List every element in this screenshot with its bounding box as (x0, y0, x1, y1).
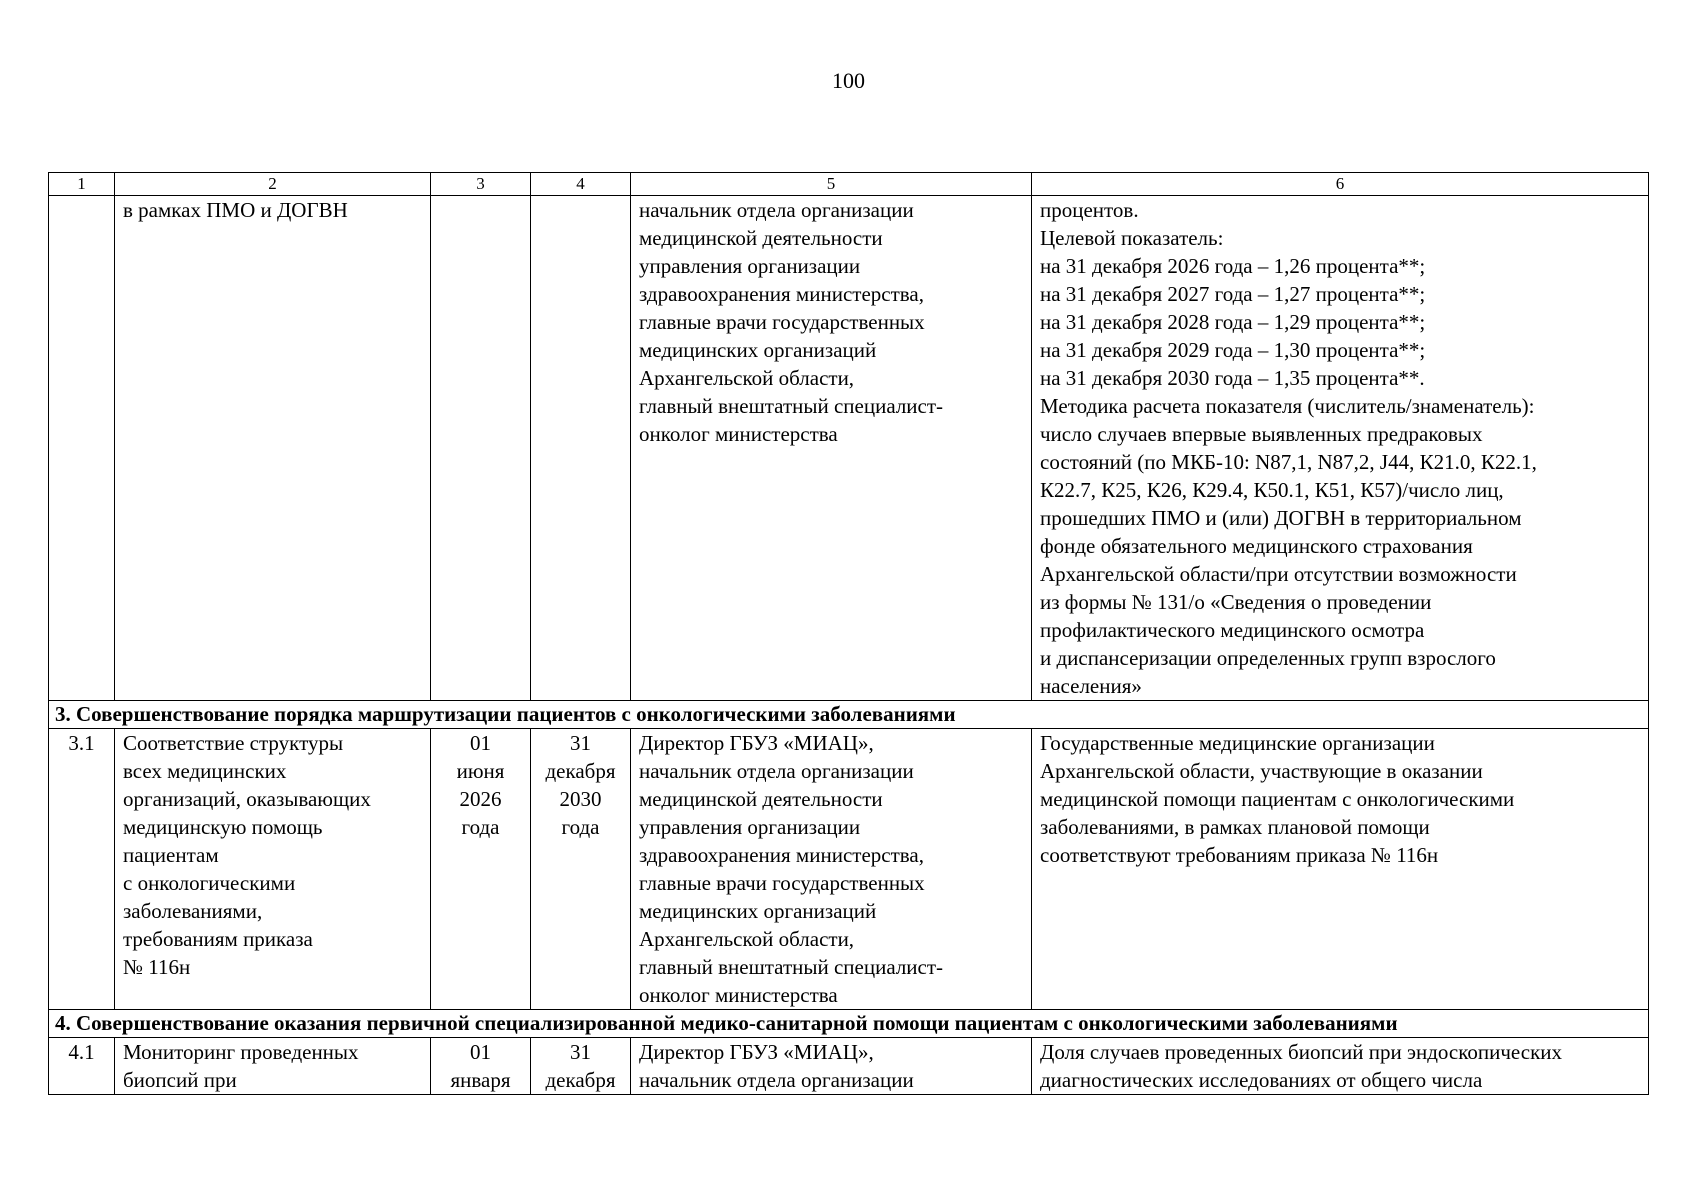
text-line: управления организации (639, 254, 861, 278)
responsible-parties (631, 729, 1032, 1010)
text-line: соответствуют требованиям приказа № 116н (1040, 843, 1439, 867)
text-line: на 31 декабря 2030 года – 1,35 процента**. (1040, 366, 1425, 390)
activity-name (115, 196, 431, 701)
text-line: Архангельской области/при отсутствии возможности (1040, 562, 1517, 586)
text-line: профилактического медицинского осмотра (1040, 618, 1425, 642)
column-number-row (49, 173, 1649, 196)
text-line: медицинской деятельности (639, 787, 883, 811)
text-line: медицинской помощи пациентам с онкологическими (1040, 787, 1515, 811)
text-line: Директор ГБУЗ «МИАЦ», (639, 731, 874, 755)
text-line: населения» (1040, 674, 1142, 698)
text-line: главные врачи государственных (639, 871, 925, 895)
section-heading (49, 701, 1649, 729)
expected-result (1032, 1038, 1649, 1095)
text-line: начальник отдела организации (639, 1068, 914, 1092)
row-number (49, 196, 115, 701)
text-line: года (461, 815, 500, 839)
text-line: и диспансеризации определенных групп взрослого (1040, 646, 1496, 670)
text-line: 2030 (559, 787, 602, 811)
text-line: из формы № 131/о «Сведения о проведении (1040, 590, 1432, 614)
column-header: 5 (631, 173, 1032, 196)
text-line: Доля случаев проведенных биопсий при эндоскопических (1040, 1040, 1563, 1064)
text-line: Мониторинг проведенных (123, 1040, 359, 1064)
text-line: пациентам (123, 843, 219, 867)
text-line: диагностических исследованиях от общего числа (1040, 1068, 1483, 1092)
text-line: медицинских организаций (639, 338, 877, 362)
text-line: 2026 (459, 787, 502, 811)
text-line: июня (456, 759, 505, 783)
text-line: здравоохранения министерства, (639, 843, 924, 867)
start-date (431, 1038, 531, 1095)
column-header: 6 (1032, 173, 1649, 196)
text-line: процентов. (1040, 198, 1139, 222)
text-line: Соответствие структуры (123, 731, 344, 755)
column-header: 3 (431, 173, 531, 196)
text-line: на 31 декабря 2028 года – 1,29 процента**; (1040, 310, 1426, 334)
text-line: 01 (470, 731, 491, 755)
text-line: главные врачи государственных (639, 310, 925, 334)
text-line: медицинской деятельности (639, 226, 883, 250)
text-line: заболеваниями, в рамках плановой помощи (1040, 815, 1430, 839)
text-line: 31 (570, 1040, 591, 1064)
text-line: Методика расчета показателя (числитель/знаменатель): (1040, 394, 1535, 418)
text-line: Государственные медицинские организации (1040, 731, 1435, 755)
text-line: Архангельской области, (639, 366, 855, 390)
text-line: 01 (470, 1040, 491, 1064)
section-4-title: 4. Совершенствование оказания первичной специализированной медико-санитарной помощи пациентам с онкологическими заболеваниями (49, 1010, 1649, 1038)
text-line: прошедших ПМО и (или) ДОГВН в территориальном (1040, 506, 1522, 530)
row-number: 4.1 (49, 1038, 115, 1095)
text-line: на 31 декабря 2027 года – 1,27 процента**; (1040, 282, 1426, 306)
text-line: биопсий при (123, 1068, 237, 1092)
activity-name (115, 1038, 431, 1095)
table-row (49, 1038, 1649, 1095)
table-row (49, 729, 1649, 1010)
text-line: заболеваниями, (123, 899, 263, 923)
expected-result (1032, 196, 1649, 701)
responsible-parties (631, 1038, 1032, 1095)
text-line: главный внештатный специалист- (639, 955, 944, 979)
text-line: число случаев впервые выявленных предраковых (1040, 422, 1483, 446)
end-date (531, 729, 631, 1010)
text-line: января (450, 1068, 511, 1092)
text-line: в рамках ПМО и ДОГВН (123, 198, 348, 222)
column-header: 2 (115, 173, 431, 196)
responsible-parties (631, 196, 1032, 701)
text-line: медицинскую помощь (123, 815, 323, 839)
text-line: декабря (545, 1068, 616, 1092)
text-line: с онкологическими (123, 871, 296, 895)
text-line: состояний (по МКБ-10: N87,1, N87,2, J44, К21.0, К22.1, (1040, 450, 1537, 474)
text-line: онколог министерства (639, 422, 838, 446)
text-line: онколог министерства (639, 983, 838, 1007)
text-line: здравоохранения министерства, (639, 282, 924, 306)
text-line: К22.7, К25, К26, К29.4, К50.1, К51, К57)/число лиц, (1040, 478, 1504, 502)
section-3-title: 3. Совершенствование порядка маршрутизации пациентов с онкологическими заболеваниями (49, 701, 1649, 729)
end-date (531, 1038, 631, 1095)
section-heading (49, 1010, 1649, 1038)
text-line: на 31 декабря 2026 года – 1,26 процента**; (1040, 254, 1426, 278)
start-date (431, 196, 531, 701)
expected-result (1032, 729, 1649, 1010)
row-number: 3.1 (49, 729, 115, 1010)
column-header: 4 (531, 173, 631, 196)
start-date (431, 729, 531, 1010)
text-line: организаций, оказывающих (123, 787, 371, 811)
text-line: требованиям приказа (123, 927, 313, 951)
page-number: 100 (832, 68, 865, 93)
text-line: начальник отдела организации (639, 198, 914, 222)
text-line: № 116н (123, 955, 191, 979)
text-line: Директор ГБУЗ «МИАЦ», (639, 1040, 874, 1064)
activity-name (115, 729, 431, 1010)
column-header: 1 (49, 173, 115, 196)
text-line: Целевой показатель: (1040, 226, 1224, 250)
text-line: медицинских организаций (639, 899, 877, 923)
text-line: главный внештатный специалист- (639, 394, 944, 418)
text-line: 31 (570, 731, 591, 755)
text-line: года (561, 815, 600, 839)
action-plan-table (48, 172, 1649, 1095)
text-line: всех медицинских (123, 759, 287, 783)
text-line: начальник отдела организации (639, 759, 914, 783)
text-line: фонде обязательного медицинского страхования (1040, 534, 1473, 558)
table-row (49, 196, 1649, 701)
text-line: на 31 декабря 2029 года – 1,30 процента**; (1040, 338, 1426, 362)
end-date (531, 196, 631, 701)
text-line: декабря (545, 759, 616, 783)
text-line: Архангельской области, участвующие в оказании (1040, 759, 1483, 783)
text-line: управления организации (639, 815, 861, 839)
text-line: Архангельской области, (639, 927, 855, 951)
